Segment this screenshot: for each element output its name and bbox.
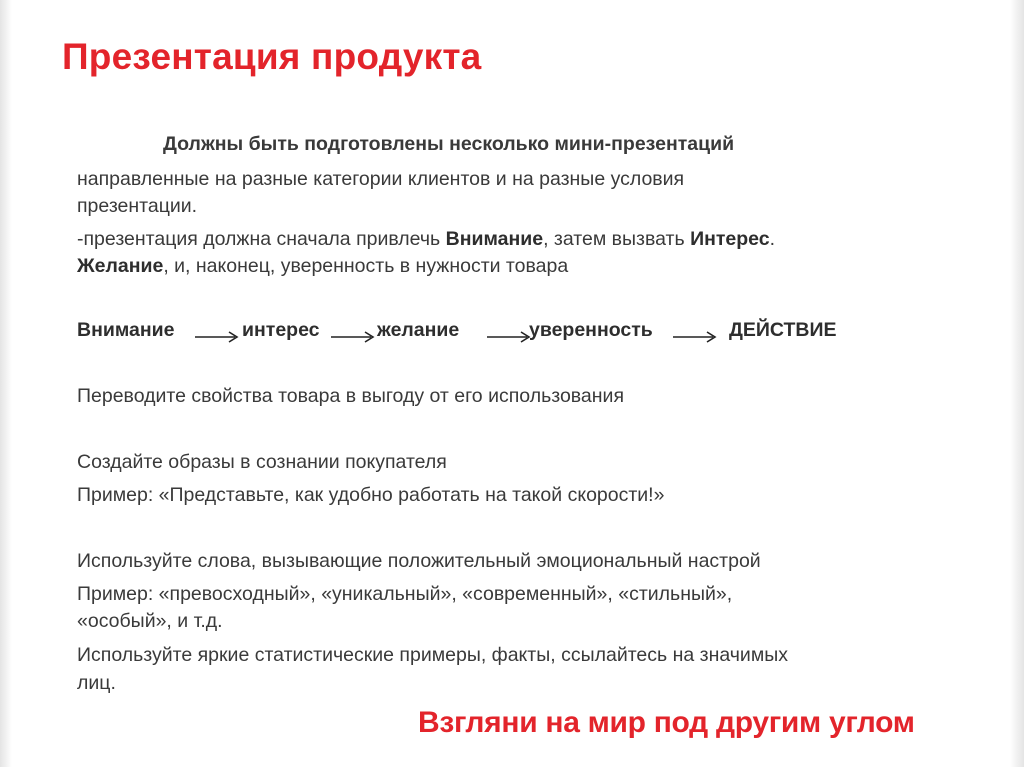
- para2-text-c: , затем вызвать: [543, 228, 691, 250]
- images-line1: Создайте образы в сознании покупателя: [77, 451, 447, 473]
- words-line3: «особый», и т.д.: [77, 610, 223, 632]
- para2-line1: [77, 230, 775, 250]
- subheading: Должны быть подготовлены несколько мини-презентаций: [163, 133, 735, 155]
- stats-line2: лиц.: [77, 672, 116, 694]
- words-line2: Пример: «превосходный», «уникальный», «современный», «стильный»,: [77, 583, 733, 605]
- para2-text-f: , и, наконец, уверенность в нужности товара: [163, 255, 569, 277]
- images-line2: Пример: «Представьте, как удобно работать на такой скорости!»: [77, 484, 665, 506]
- step-action: ДЕЙСТВИЕ: [729, 319, 837, 341]
- para2-desire: Желание: [77, 255, 164, 277]
- slide-title: Презентация продукта: [62, 36, 482, 77]
- para2-attention: Внимание: [445, 228, 544, 250]
- benefit-line: Переводите свойства товара в выгоду от его использования: [77, 385, 624, 407]
- words-line1: Используйте слова, вызывающие положительный эмоциональный настрой: [77, 550, 761, 572]
- para2-text-a: -презентация должна сначала привлечь: [77, 228, 446, 250]
- arrow-right-icon: [673, 329, 719, 343]
- step-confidence: уверенность: [529, 319, 653, 341]
- arrow-right-icon: [195, 329, 241, 343]
- step-interest: интерес: [242, 319, 320, 341]
- step-desire: желание: [377, 319, 460, 341]
- aida-steps: [77, 321, 877, 349]
- para1-line2: презентации.: [77, 195, 198, 217]
- slide-right-shadow: [1010, 0, 1024, 767]
- para2-line2: [77, 257, 568, 277]
- para2-text-e: .: [769, 228, 776, 250]
- slide-left-shadow: [0, 0, 12, 767]
- arrow-right-icon: [487, 329, 533, 343]
- tagline: Взгляни на мир под другим углом: [418, 706, 915, 739]
- stats-line1: Используйте яркие статистические примеры, факты, ссылайтесь на значимых: [77, 644, 788, 666]
- para2-interest: Интерес: [690, 228, 770, 250]
- para1-line1: направленные на разные категории клиентов и на разные условия: [77, 168, 685, 190]
- arrow-right-icon: [331, 329, 377, 343]
- step-attention: Внимание: [77, 319, 175, 341]
